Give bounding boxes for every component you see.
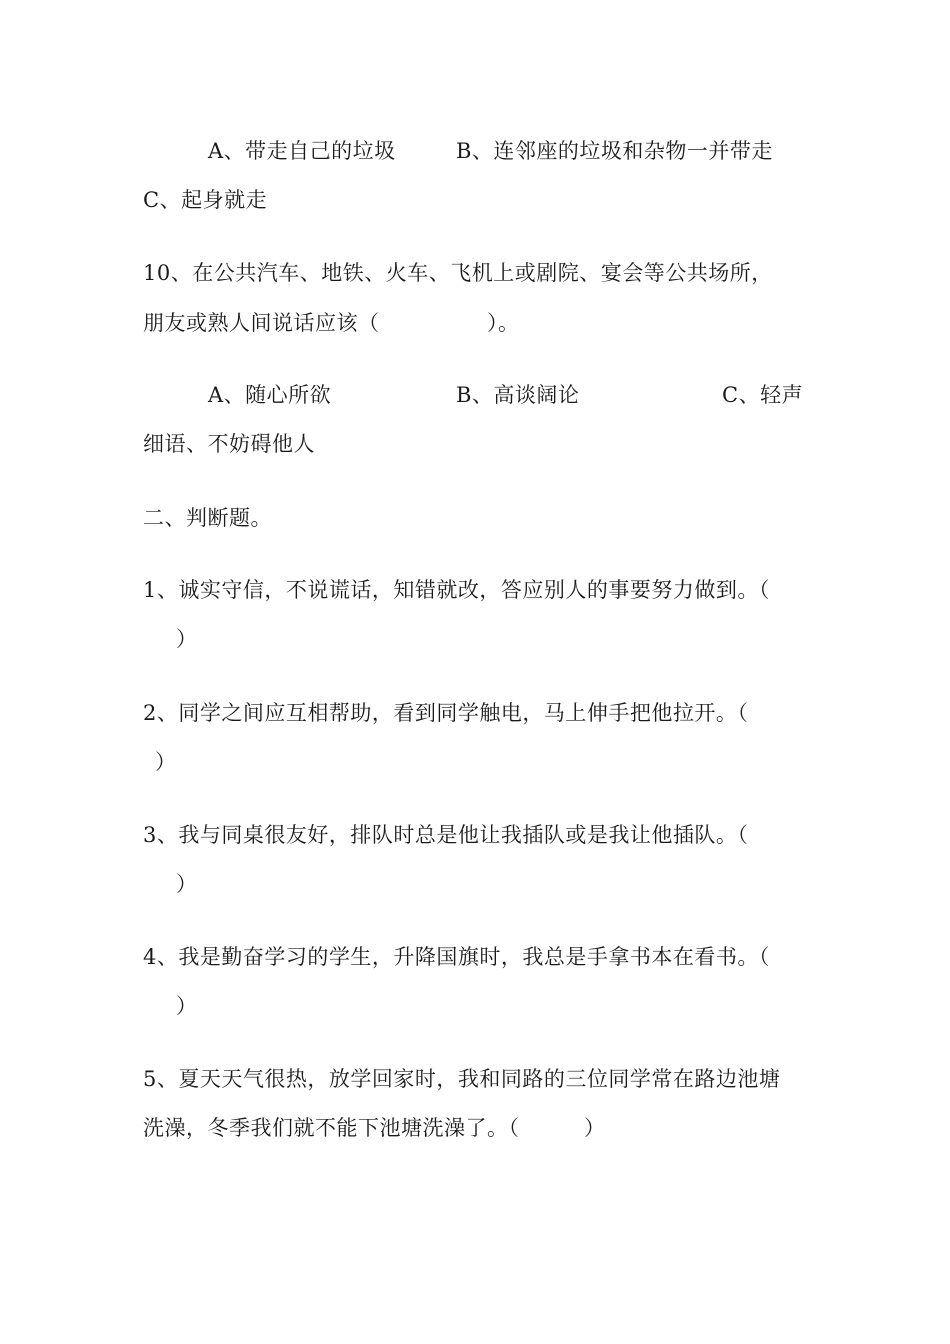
q10-option-c: C、轻声 [722,383,804,407]
judgment-item-1-bracket: ） [176,627,198,651]
q10-option-a: A、随心所欲 [208,383,332,407]
q9-option-a: A、带走自己的垃圾 [208,139,396,163]
judgment-item-4: 4、我是勤奋学习的学生，升降国旗时，我总是手拿书本在看书。（ [143,945,770,969]
judgment-item-4-bracket: ） [176,994,198,1018]
q10-text-line2: 朋友或熟人间说话应该（ ）。 [143,311,520,335]
section-title-judgment: 二、判断题。 [143,506,272,530]
judgment-item-5-continued: 洗澡，冬季我们就不能下池塘洗澡了。（ ） [143,1116,606,1140]
q10-option-b: B、高谈阔论 [456,383,580,407]
q10-option-c-continued: 细语、不妨碍他人 [143,432,315,456]
judgment-item-5: 5、夏天天气很热，放学回家时，我和同路的三位同学常在路边池塘 [143,1067,781,1091]
judgment-item-2: 2、同学之间应互相帮助，看到同学触电，马上伸手把他拉开。（ [143,701,749,725]
judgment-item-3: 3、我与同桌很友好，排队时总是他让我插队或是我让他插队。（ [143,823,749,847]
q9-option-b: B、连邻座的垃圾和杂物一并带走 [456,139,773,163]
q9-option-c: C、起身就走 [143,188,268,212]
judgment-item-3-bracket: ） [176,872,198,896]
judgment-item-2-bracket: ） [155,750,177,774]
q10-text-line1: 10、在公共汽车、地铁、火车、飞机上或剧院、宴会等公共场所， [143,261,773,285]
judgment-item-1: 1、诚实守信，不说谎话，知错就改，答应别人的事要努力做到。（ [143,578,770,602]
